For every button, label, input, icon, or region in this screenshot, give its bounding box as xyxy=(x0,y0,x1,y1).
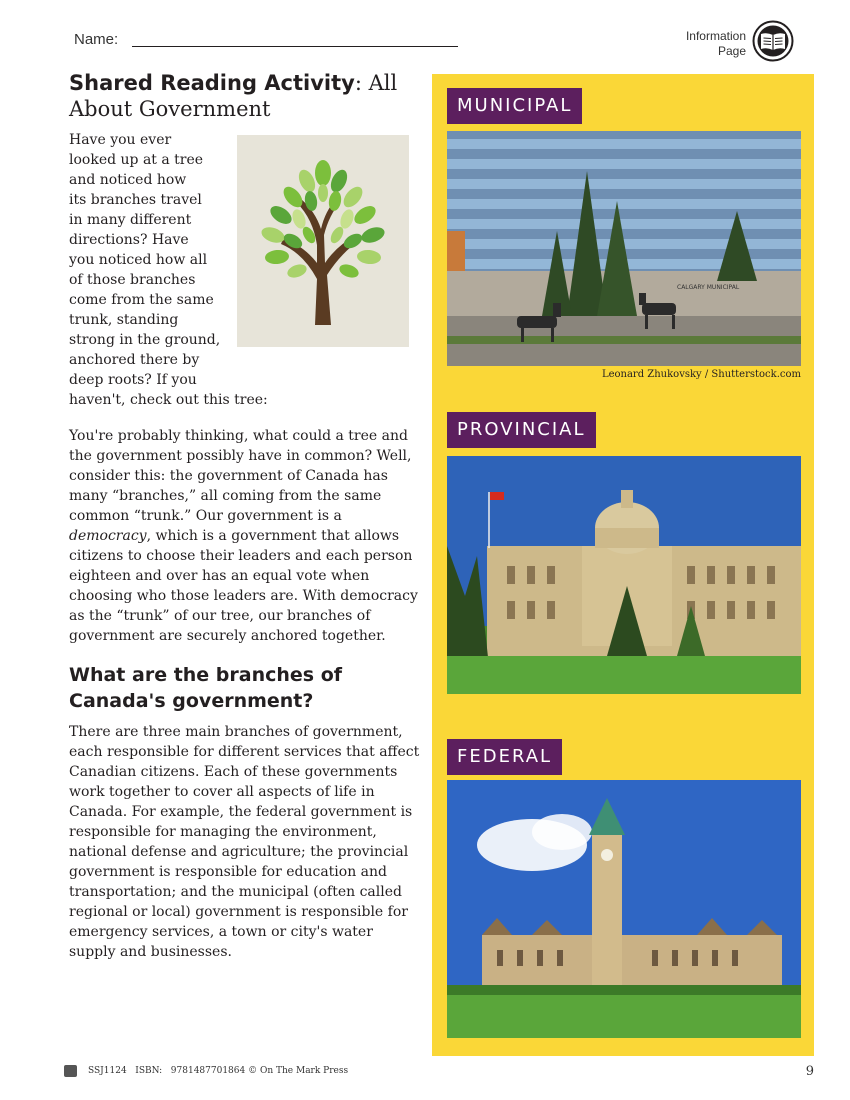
article-column xyxy=(69,70,421,962)
footer-isbn: 9781487701864 © On The Mark Press xyxy=(170,1066,349,1076)
intro-line: come from the same xyxy=(69,292,214,308)
municipal-label: MUNICIPAL xyxy=(447,88,582,124)
intro-line: of those branches xyxy=(69,272,196,288)
democracy-paragraph xyxy=(69,426,421,646)
intro-line: deep roots? If you xyxy=(69,372,197,388)
footer-text xyxy=(88,1066,348,1076)
information-page-label xyxy=(680,29,746,59)
p2-before: You're probably thinking, what could a tree and the government possibly have in common? Well, consider this: the government of Canada has many “branches,” all coming from the same common “trunk.” Our government is a xyxy=(69,428,412,524)
intro-line: and noticed how xyxy=(69,172,187,188)
federal-label: FEDERAL xyxy=(447,739,562,775)
municipal-photo-credit: Leonard Zhukovsky / Shutterstock.com xyxy=(601,369,801,380)
intro-line: looked up at a tree xyxy=(69,152,204,168)
provincial-photo xyxy=(447,456,801,694)
branches-heading: What are the branches of Canada's government? xyxy=(69,664,343,712)
democracy-term: democracy xyxy=(69,528,147,544)
municipal-photo xyxy=(447,131,801,366)
tree-icon xyxy=(237,135,409,347)
intro-line: directions? Have xyxy=(69,232,189,248)
intro-line: in many different xyxy=(69,212,192,228)
branches-paragraph: There are three main branches of government, each responsible for different services that affect Canadian citizens. Each of these governments work together to cover all aspects of life in Canada. For example, the federal government is responsible for managing the environment, national defense and agriculture; the provincial government is responsible for education and transportation; and the municipal (often called regional or local) government is responsible for emergency services, a town or city's water supply and businesses. xyxy=(69,724,420,960)
page-footer xyxy=(64,1064,814,1082)
info-label-line-2: Page xyxy=(717,44,746,58)
intro-line: trunk, standing xyxy=(69,312,179,328)
municipal-building-sign: CALGARY MUNICIPAL xyxy=(677,284,740,291)
intro-line: strong in the ground, xyxy=(69,332,221,348)
intro-line: Have you ever xyxy=(69,132,172,148)
name-field-line[interactable] xyxy=(132,46,458,47)
intro-line: you noticed how all xyxy=(69,252,208,268)
title-bold: Shared Reading Activity xyxy=(69,71,355,95)
footer-isbn-label: ISBN: xyxy=(135,1066,163,1076)
title-rest: : All About Government xyxy=(69,71,398,121)
intro-line: its branches travel xyxy=(69,192,202,208)
page-title xyxy=(69,70,421,122)
intro-paragraph xyxy=(69,130,421,410)
publisher-logo-icon xyxy=(64,1065,77,1077)
intro-line: anchored there by xyxy=(69,352,200,368)
federal-photo xyxy=(447,780,801,1038)
open-book-icon xyxy=(752,20,794,62)
name-label: Name: xyxy=(74,31,119,48)
provincial-label: PROVINCIAL xyxy=(447,412,596,448)
info-label-line-1: Information xyxy=(685,29,746,43)
footer-code: SSJ1124 xyxy=(88,1066,127,1076)
intro-line: haven't, check out this tree: xyxy=(69,392,268,408)
tree-illustration xyxy=(237,135,409,347)
page-number: 9 xyxy=(805,1064,814,1079)
p2-after: , which is a government that allows citizens to choose their leaders and each person eighteen and over has an equal vote when choosing who those leaders are. With democracy as the “trunk” of our tree, our branches of government are securely anchored together. xyxy=(69,528,418,644)
